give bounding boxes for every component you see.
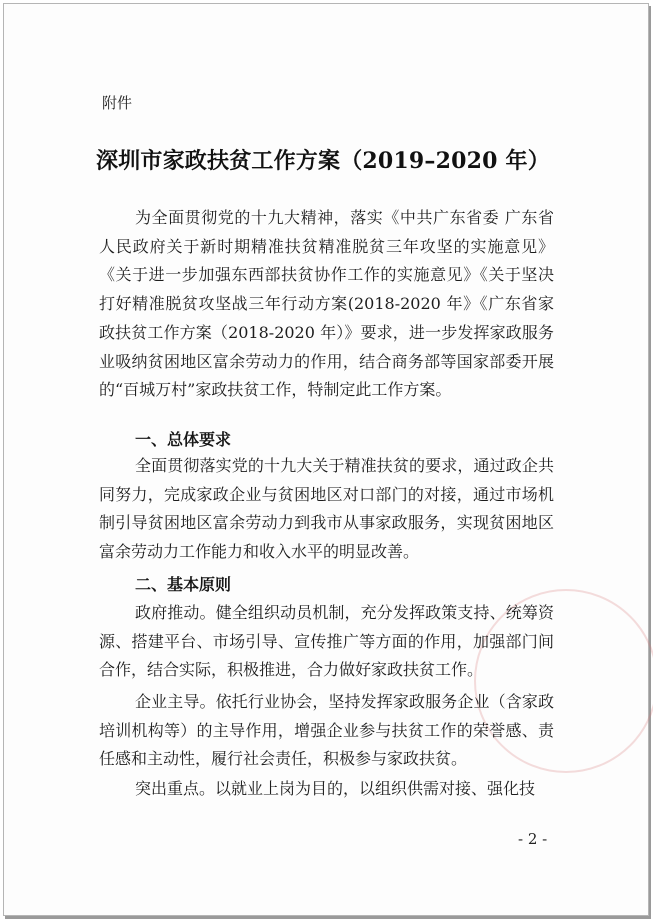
page-number: - 2 - (518, 830, 548, 848)
principle-government-paragraph: 政府推动。健全组织动员机制，充分发挥政策支持、统筹资源、搭建平台、市场引导、宣传推广等方面的作用，加强部门间合作，结合实际，积极推进，合力做好家政扶贫工作。 (99, 603, 554, 680)
attachment-label: 附件 (102, 94, 133, 112)
section-heading-general: 一、总体要求 (135, 430, 232, 449)
document-page (3, 3, 649, 916)
principle-enterprise-paragraph: 企业主导。依托行业协会，坚持发挥家政服务企业（含家政培训机构等）的主导作用，增强企业参与扶贫工作的荣誉感、责任感和主动性，履行社会责任，积极参与家政扶贫。 (99, 692, 554, 769)
intro-paragraph: 为全面贯彻党的十九大精神，落实《中共广东省委 广东省人民政府关于新时期精准扶贫精准脱贫三年攻坚的实施意见》《关于进一步加强东西部扶贫协作工作的实施意见》《关于坚决打好精准脱贫攻坚战三年行动方案(2018-2020 年》《广东省家政扶贫工作方案（2018-2020 年）》要求，进一步发挥家政服务业吸纳贫困地区富余劳动力的作用，结合商务部等国家部委开展的“百城万村”家政扶贫工作，特制定此工作方案。 (99, 208, 554, 400)
section-heading-principles: 二、基本原则 (135, 575, 232, 594)
general-requirements-paragraph: 全面贯彻落实党的十九大关于精准扶贫的要求，通过政企共同努力，完成家政企业与贫困地区对口部门的对接，通过市场机制引导贫困地区富余劳动力到我市从事家政服务，实现贫困地区富余劳动力工作能力和收入水平的明显改善。 (99, 456, 554, 562)
document-title: 深圳市家政扶贫工作方案（2019–2020 年） (96, 148, 550, 174)
principle-focus-paragraph: 突出重点。以就业上岗为目的，以组织供需对接、强化技 (135, 779, 536, 798)
